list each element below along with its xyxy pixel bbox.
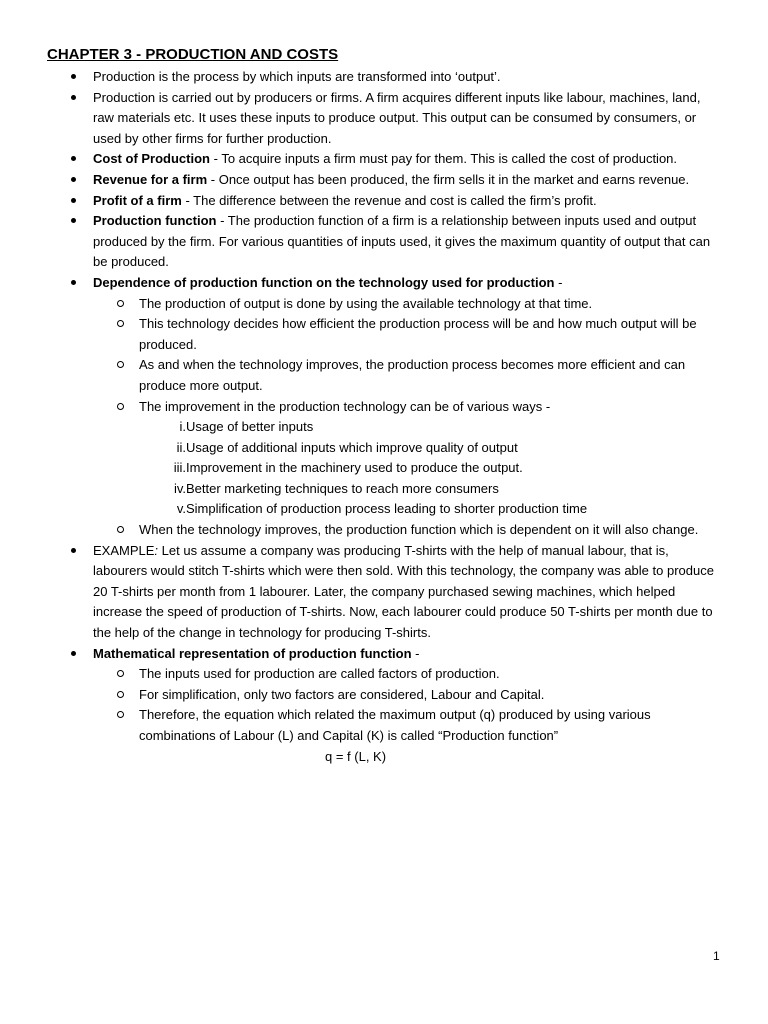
sub-item-text: The inputs used for production are called factors of production. [139,666,500,682]
circle-bullet-icon [115,685,125,706]
circle-bullet-icon [115,520,125,541]
list-item-example [47,541,722,644]
bullet-icon [68,88,78,109]
bullet-icon [68,191,78,212]
roman-numeral: iv. [173,480,186,496]
sub-item-text: As and when the technology improves, the production process becomes more efficient and can produce more output. [139,357,686,393]
list-item-dependence [47,273,722,294]
circle-bullet-icon [115,664,125,685]
circle-bullet-icon [115,294,125,315]
sub-item-text: For simplification, only two factors are considered, Labour and Capital. [139,686,545,702]
numbered-item [47,458,722,479]
roman-numeral: ii. [176,439,186,455]
item-text: - Once output has been produced, the firm sells it in the market and earns revenue. [207,171,690,187]
list-item-profit [47,191,722,212]
circle-bullet-icon [115,705,125,726]
bullet-icon [68,644,78,665]
numbered-item [47,479,722,500]
sub-item-text: The improvement in the production technology can be of various ways - [139,398,551,414]
item-text: - To acquire inputs a firm must pay for them. This is called the cost of production. [210,151,678,167]
bullet-icon [68,273,78,294]
numbered-item [47,438,722,459]
example-label: EXAMPLE [93,542,155,558]
numbered-item-text: Better marketing techniques to reach more consumers [186,480,499,496]
item-term: Revenue for a firm [93,171,208,187]
list-item-production-function [47,211,722,273]
bullet-icon [68,149,78,170]
item-term: Cost of Production [93,151,210,167]
item-text: Production is the process by which inputs are transformed into ‘output’. [93,69,501,84]
sub-item [47,664,722,685]
item-term: Production function [93,213,217,229]
sub-item [47,355,722,396]
numbered-item [47,499,722,520]
numbered-item-text: Simplification of production process leading to shorter production time [186,501,588,517]
item-heading: Mathematical representation of production function [93,645,412,661]
chapter-title: CHAPTER 3 - PRODUCTION AND COSTS [47,46,339,63]
sub-item-text: This technology decides how efficient the production process will be and how much output will be produced. [139,316,697,352]
sub-item-text: The production of output is done by using the available technology at that time. [139,295,593,311]
item-text: Production is carried out by producers or firms. A firm acquires different inputs like labour, machines, land, raw materials etc. It uses these inputs to produce output. This output can be consumed by consumers, or used by other firms for further production. [93,89,701,146]
sub-item [47,520,722,541]
sub-item [47,397,722,418]
bullet-icon [68,67,78,88]
numbered-item-text: Usage of better inputs [186,419,314,435]
numbered-item-text: Improvement in the machinery used to produce the output. [186,460,523,476]
item-text: - The difference between the revenue and cost is called the firm’s profit. [181,192,597,208]
sub-item [47,314,722,355]
roman-numeral: v. [176,501,186,517]
item-suffix: - [411,645,420,661]
page-number: 1 [713,949,720,963]
list-item-revenue [47,170,722,191]
sub-item [47,685,722,706]
item-term: Profit of a firm [93,192,182,208]
roman-numeral: i. [179,419,186,435]
list-item-cost [47,149,722,170]
production-function-formula: q = f (L, K) [325,748,387,764]
sub-item [47,705,722,746]
example-colon: : [154,542,159,558]
sub-item [47,294,722,315]
list-item-producers [47,88,722,150]
bullet-icon [68,170,78,191]
sub-item-text: Therefore, the equation which related the maximum output (q) produced by using various combinations of Labour (L) and Capital (K) is called “Production function” [139,707,651,743]
item-text: - The production function of a firm is a relationship between inputs used and output produced by the firm. For various quantities of inputs used, it gives the maximum quantity of output that can be produced. [93,213,711,270]
bullet-icon [68,211,78,232]
item-suffix: - [554,274,563,290]
example-text: Let us assume a company was producing T-shirts with the help of manual labour, that is, labourers would stitch T-shirts which were then sold. With this technology, the company was able to produce 20 T-shirts per month from 1 labourer. Later, the company purchased sewing machines, which helped increase the speed of production of T-shirts. Now, each labourer could produce 50 T-shirts per month due to the help of the change in technology for producing T-shirts. [93,542,714,641]
sub-item-text: When the technology improves, the production function which is dependent on it will also change. [139,522,699,538]
document-page [47,44,722,767]
numbered-item [47,417,722,438]
circle-bullet-icon [115,397,125,418]
circle-bullet-icon [115,314,125,335]
circle-bullet-icon [115,355,125,376]
bullet-icon [68,541,78,562]
item-heading: Dependence of production function on the technology used for production [93,274,555,290]
roman-numeral: iii. [173,460,186,476]
list-item-math [47,644,722,665]
list-item-production [47,67,722,88]
numbered-item-text: Usage of additional inputs which improve quality of output [186,439,518,455]
